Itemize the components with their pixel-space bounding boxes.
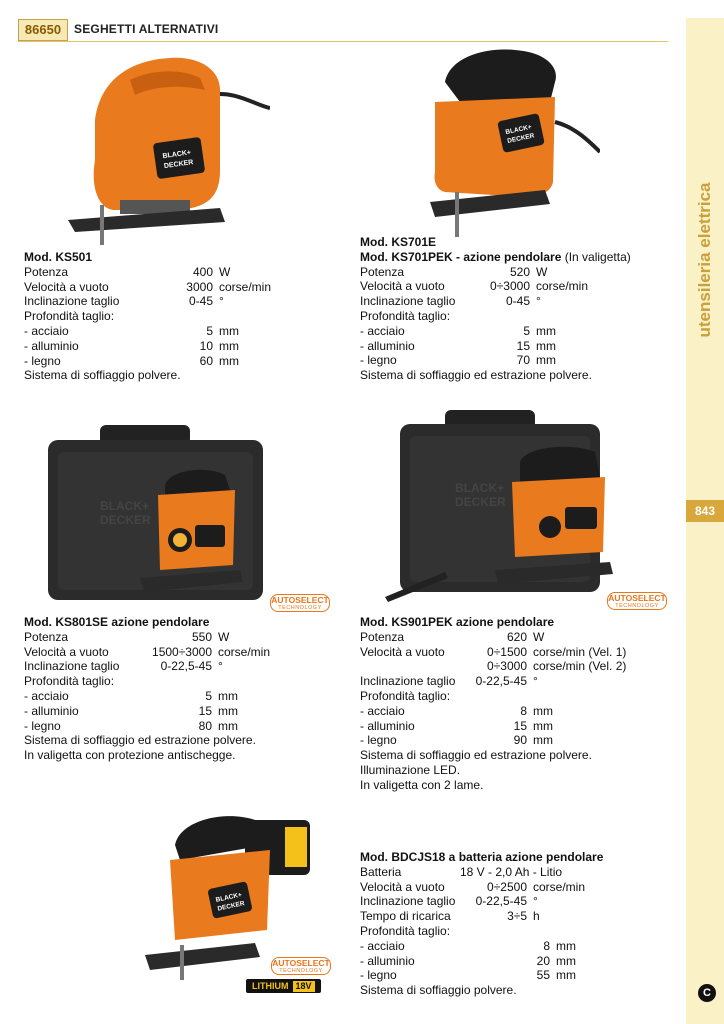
svg-text:DECKER: DECKER xyxy=(506,132,536,145)
svg-text:DECKER: DECKER xyxy=(216,900,246,913)
copyright-logo: C xyxy=(698,984,716,1002)
jigsaw-ks801-case-image xyxy=(40,420,270,605)
product-ks501: Mod. KS501 Potenza 400 W Velocità a vuoto 3000 corse/min Inclinazione taglio 0-45 ° Profondità taglio: - acciaio 5 mm - alluminio 10 mm - legno 60 mm Sistema di soffiaggio polvere. xyxy=(24,250,294,383)
svg-text:BLACK+: BLACK+ xyxy=(504,123,533,137)
jigsaw-ks701-image xyxy=(405,42,600,242)
svg-text:BLACK+: BLACK+ xyxy=(162,149,192,161)
autoselect-badge: AUTOSELECT TECHNOLOGY xyxy=(271,595,329,611)
section-label: utensileria elettrica xyxy=(695,182,714,338)
jigsaw-bdcjs18-image xyxy=(135,805,325,980)
product-ks801: Mod. KS801SE azione pendolare Potenza 550 W Velocità a vuoto 1500÷3000 corse/min Inclinazione taglio 0-22,5-45 ° Profondità taglio: - acciaio 5 mm - alluminio 15 mm - legno 80 mm Sistema di soffiaggio ed estrazione polvere. In valigetta con protezione antischegge. xyxy=(24,615,324,763)
product-title: Mod. KS501 xyxy=(24,250,93,264)
product-ks901: Mod. KS901PEK azione pendolare Potenza 620 W Velocità a vuoto 0÷1500 corse/min (Vel. 1) 0÷3000 corse/min (Vel. 2) Inclinazione taglio 0-22,5-45 ° Profondità taglio: - acciaio 8 mm - alluminio 15 mm - legno 90 mm Sistema di soffiaggio ed estrazione polvere. Illuminazione LED. In valigetta con 2 lame. xyxy=(360,615,660,793)
product-title: Mod. KS801SE azione pendolare xyxy=(24,615,210,629)
product-title: Mod. BDCJS18 a batteria azione pendolare xyxy=(360,850,604,864)
autoselect-badge: AUTOSELECT TECHNOLOGY xyxy=(608,593,666,609)
svg-text:BLACK+: BLACK+ xyxy=(100,499,150,513)
autoselect-badge: AUTOSELECT TECHNOLOGY xyxy=(272,958,330,974)
page-header xyxy=(18,19,668,41)
product-bdcjs18: Mod. BDCJS18 a batteria azione pendolare Batteria 18 V - 2,0 Ah - Litio Velocità a vuoto 0÷2500 corse/min Inclinazione taglio 0-22,5-45 ° Tempo di ricarica 3÷5 h Profondità taglio: - acciaio 8 mm - alluminio 20 mm - legno 55 mm Sistema di soffiaggio polvere. xyxy=(360,850,660,998)
page-number: 843 xyxy=(686,500,724,522)
svg-text:BLACK+: BLACK+ xyxy=(215,891,243,904)
svg-text:DECKER: DECKER xyxy=(455,495,506,509)
product-title: Mod. KS701E xyxy=(360,235,437,249)
svg-text:BLACK+: BLACK+ xyxy=(455,481,505,495)
svg-text:DECKER: DECKER xyxy=(163,159,194,171)
product-title: Mod. KS901PEK azione pendolare xyxy=(360,615,555,629)
svg-text:DECKER: DECKER xyxy=(100,513,151,527)
jigsaw-ks901-case-image xyxy=(370,402,640,602)
jigsaw-ks501-image xyxy=(60,50,270,245)
category-title: SEGHETTI ALTERNATIVI xyxy=(74,22,219,36)
catalog-code: 86650 xyxy=(18,19,68,41)
lithium-badge: LITHIUM 18V xyxy=(246,979,321,993)
product-ks701: Mod. KS701E Mod. KS701PEK - azione pendolare (In valigetta) Potenza 520 W Velocità a vuoto 0÷3000 corse/min Inclinazione taglio 0-45 ° Profondità taglio: - acciaio 5 mm - alluminio 15 mm - legno 70 mm Sistema di soffiaggio ed estrazione polvere. xyxy=(360,235,660,383)
